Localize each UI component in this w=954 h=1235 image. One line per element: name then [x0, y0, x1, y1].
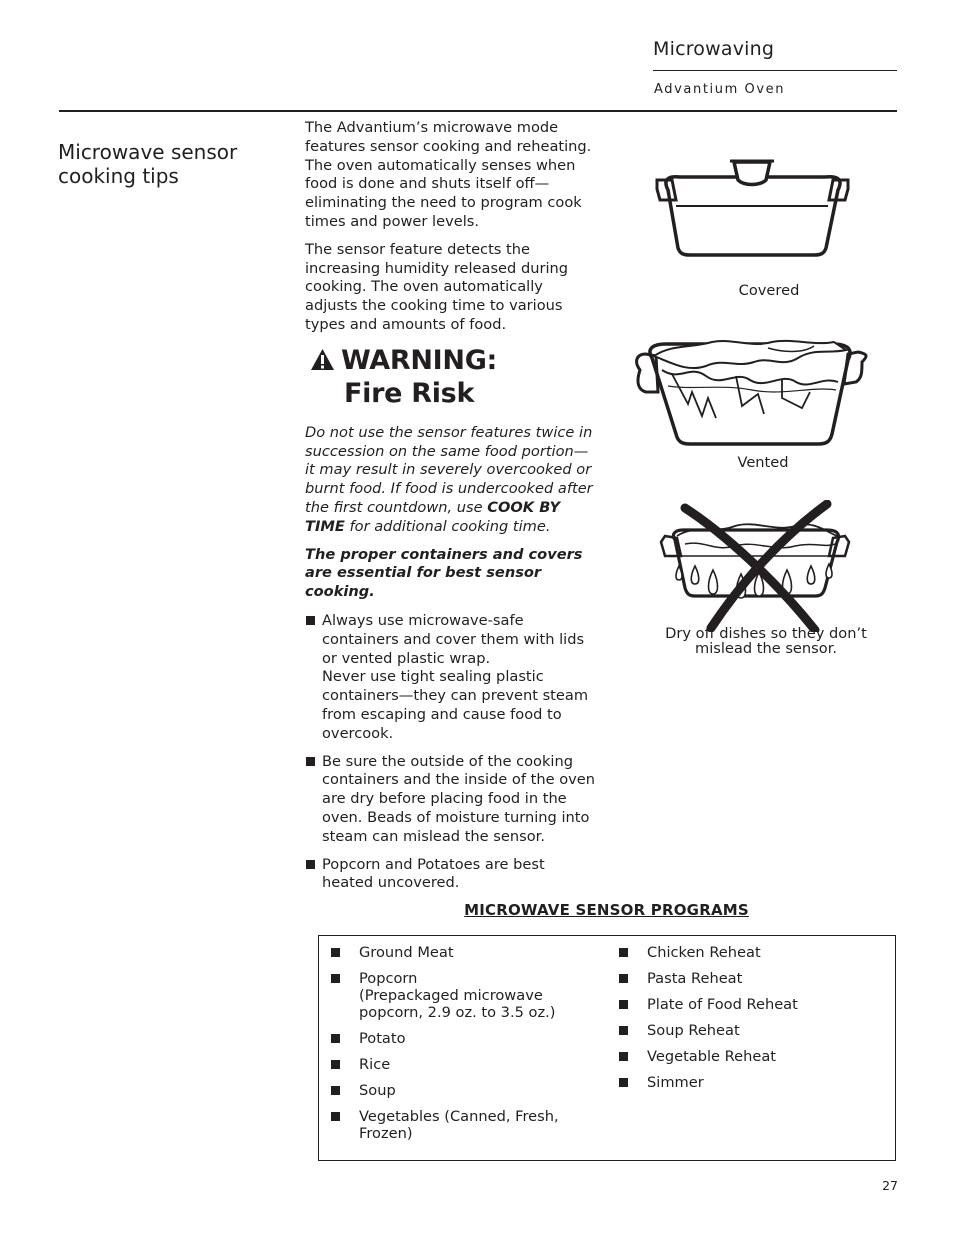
header-title: Microwaving [653, 38, 775, 60]
program-item: Chicken Reheat [617, 944, 887, 961]
covered-dish-illustration [650, 156, 855, 260]
containers-note: The proper containers and covers are essential for best sensor cooking. [305, 545, 583, 601]
cook-by-time-label: COOK BY TIME [305, 498, 561, 535]
warning-text [305, 424, 595, 537]
square-bullet-icon [331, 1060, 340, 1069]
vented-dish-illustration [632, 334, 872, 452]
tips-list [305, 612, 595, 893]
tip-item: Always use microwave-safe containers and cover them with lids or vented plastic wrap. Never use tight sealing plastic containers—they can prevent steam from escaping and cause food to overcook. [305, 612, 595, 744]
intro-paragraph-2: The sensor feature detects the increasing humidity released during cooking. The oven automatically adjusts the cooking time to various types and amounts of food. [305, 240, 569, 333]
program-item: Vegetable Reheat [617, 1048, 887, 1065]
main-divider [59, 110, 897, 112]
square-bullet-icon [619, 1000, 628, 1009]
square-bullet-icon [306, 860, 315, 869]
tip-item: Popcorn and Potatoes are best heated uncovered. [305, 856, 595, 894]
warning-line-2: Fire Risk [344, 377, 475, 409]
program-item: Soup [329, 1082, 594, 1099]
square-bullet-icon [331, 1034, 340, 1043]
covered-caption: Covered [738, 282, 800, 299]
warning-triangle-icon [310, 348, 335, 371]
header-subtitle: Advantium Oven [654, 82, 786, 97]
square-bullet-icon [331, 1112, 340, 1121]
page-number: 27 [882, 1178, 898, 1193]
programs-left-column [329, 944, 594, 1151]
warning-text-a: Do not use the sensor features twice in succession on the same food portion—it may result in severely overcooked or burnt food. If food is undercooked after the first countdown, use [305, 423, 593, 516]
text-column [305, 119, 595, 902]
program-item: Popcorn (Prepackaged microwave popcorn, 2.9 oz. to 3.5 oz.) [329, 970, 594, 1021]
square-bullet-icon [306, 616, 315, 625]
square-bullet-icon [331, 1086, 340, 1095]
dry-dishes-caption: Dry off dishes so they don’t mislead the sensor. [665, 625, 867, 657]
wet-dish-illustration [655, 500, 855, 632]
warning-heading [310, 344, 595, 410]
programs-right-column [617, 944, 887, 1100]
square-bullet-icon [619, 974, 628, 983]
section-title: Microwave sensor cooking tips [58, 140, 238, 188]
square-bullet-icon [619, 1078, 628, 1087]
vented-caption: Vented [737, 454, 789, 471]
program-item: Soup Reheat [617, 1022, 887, 1039]
square-bullet-icon [619, 1026, 628, 1035]
program-item: Simmer [617, 1074, 887, 1091]
program-item: Ground Meat [329, 944, 594, 961]
program-item: Pasta Reheat [617, 970, 887, 987]
warning-text-b: for additional cooking time. [344, 517, 551, 535]
header-divider [653, 70, 897, 71]
program-item: Vegetables (Canned, Fresh, Frozen) [329, 1108, 594, 1142]
warning-line-1: WARNING: [341, 344, 498, 376]
square-bullet-icon [331, 974, 340, 983]
square-bullet-icon [306, 757, 315, 766]
square-bullet-icon [331, 948, 340, 957]
program-item: Plate of Food Reheat [617, 996, 887, 1013]
programs-box [318, 935, 896, 1161]
intro-paragraph-1: The Advantium’s microwave mode features sensor cooking and reheating. The oven automatically senses when food is done and shuts itself off—eliminating the need to program cook times and power levels. [305, 119, 592, 230]
programs-title: MICROWAVE SENSOR PROGRAMS [464, 901, 749, 919]
square-bullet-icon [619, 1052, 628, 1061]
program-item: Rice [329, 1056, 594, 1073]
square-bullet-icon [619, 948, 628, 957]
tip-item: Be sure the outside of the cooking containers and the inside of the oven are dry before placing food in the oven. Beads of moisture turning into steam can mislead the sensor. [305, 753, 595, 847]
program-item: Potato [329, 1030, 594, 1047]
